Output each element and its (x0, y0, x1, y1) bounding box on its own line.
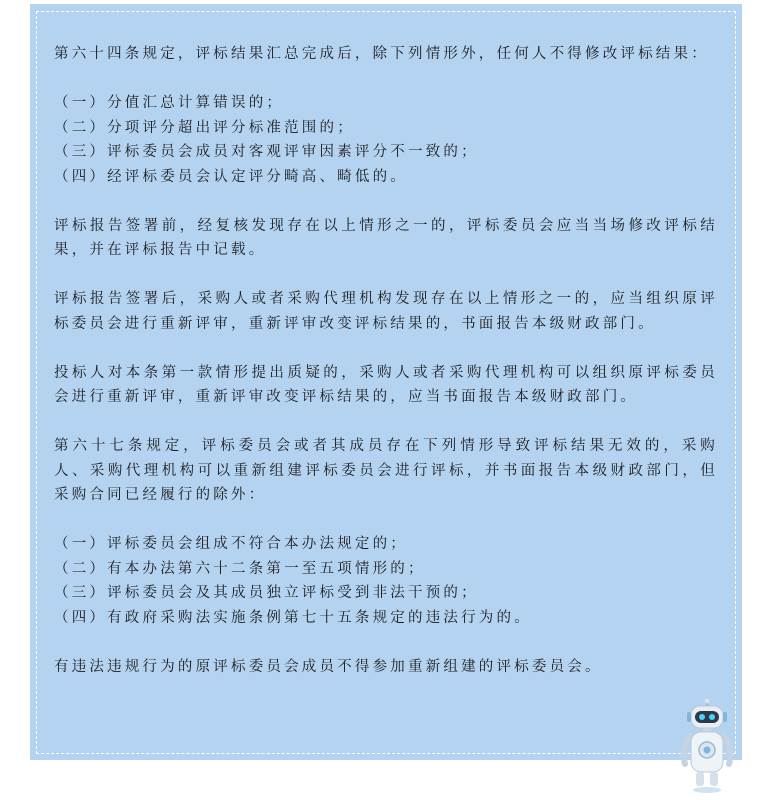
list-item: （二）分项评分超出评分标准范围的； (54, 119, 355, 136)
list-item: （三）评标委员会及其成员独立评标受到非法干预的； (54, 585, 479, 601)
list-item: （一）评标委员会组成不符合本办法规定的； (54, 536, 408, 552)
paragraph-closing: 有违法违规行为的原评标委员会成员不得参加重新组建的评标委员会。 (54, 658, 603, 675)
list-item: （二）有本办法第六十二条第一至五项情形的； (54, 560, 426, 577)
list-item: （四）经评标委员会认定评分畸高、畸低的。 (54, 168, 408, 185)
content-panel (30, 4, 742, 760)
paragraph-bidder-challenge: 投标人对本条第一款情形提出质疑的，采购人或者采购代理机构可以组织原评标委员会进行重新评审，重新评审改变评标结果的，应当书面报告本级财政部门。 (54, 364, 718, 405)
paragraph-article-64: 第六十四条规定，评标结果汇总完成后，除下列情形外，任何人不得修改评标结果： (54, 46, 709, 62)
paragraph-article-67: 第六十七条规定，评标委员会或者其成员存在下列情形导致评标结果无效的，采购人、采购代理机构可以重新组建评标委员会进行评标，并书面报告本级财政部门，但采购合同已经履行的除外： (54, 438, 718, 503)
list-item: （三）评标委员会成员对客观评审因素评分不一致的； (54, 144, 479, 160)
list-modification-cases (54, 91, 718, 189)
paragraph-after-signing: 评标报告签署后，采购人或者采购代理机构发现存在以上情形之一的，应当组织原评标委员会进行重新评审，重新评审改变评标结果的，书面报告本级财政部门。 (54, 291, 718, 332)
robot-icon (677, 698, 737, 794)
list-invalid-cases (54, 532, 718, 630)
paragraph-before-signing: 评标报告签署前，经复核发现存在以上情形之一的，评标委员会应当当场修改评标结果，并在评标报告中记载。 (54, 217, 718, 258)
article-body (54, 42, 718, 704)
list-item: （四）有政府采购法实施条例第七十五条规定的违法行为的。 (54, 609, 532, 626)
list-item: （一）分值汇总计算错误的； (54, 95, 285, 111)
